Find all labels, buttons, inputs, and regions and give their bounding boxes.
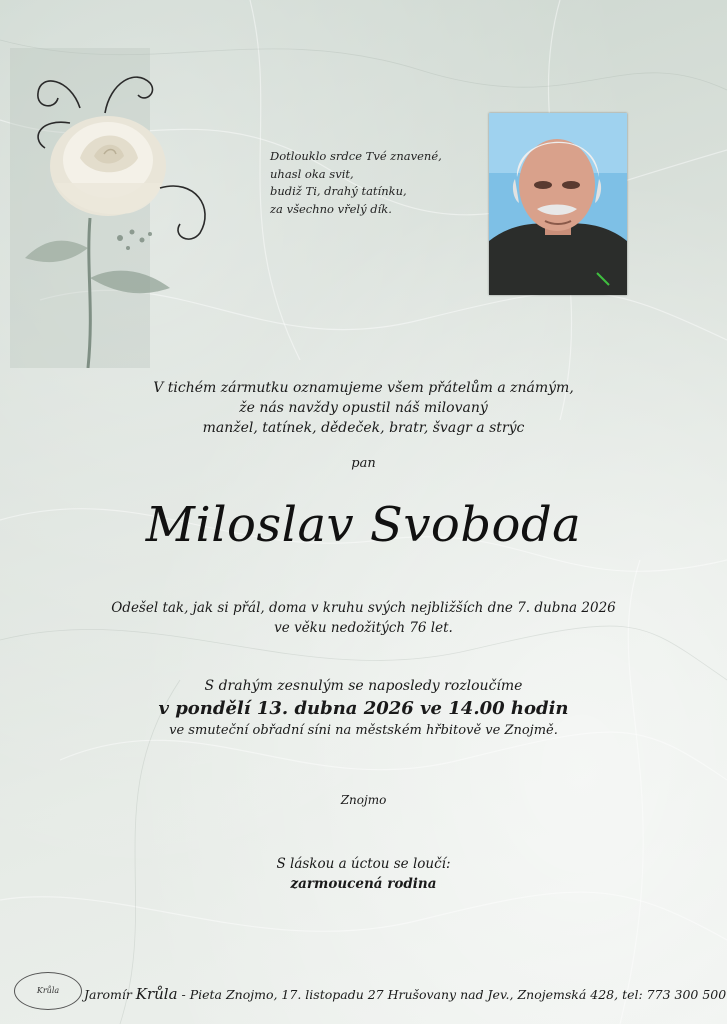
- verse-line: budiž Ti, drahý tatínku,: [270, 184, 407, 198]
- farewell-intro: S drahým zesnulým se naposledy rozloučíme: [204, 678, 523, 694]
- funeral-service-info: [84, 985, 726, 1003]
- funeral-service-footer: [14, 972, 727, 1012]
- brand-name: Krůla: [135, 985, 178, 1003]
- intro-line: V tichém zármutku oznamujeme všem přátelům a známým,: [153, 380, 574, 396]
- deceased-name: Miloslav Svoboda: [145, 497, 582, 553]
- goodbye-line: S láskou a úctou se loučí:: [276, 856, 451, 872]
- departure-info: [0, 598, 727, 638]
- verse-line: za všechno vřelý dík.: [270, 201, 392, 216]
- verse-line: uhasl oka svit,: [270, 166, 354, 181]
- brand-first-name: Jaromír: [84, 987, 136, 1002]
- family-signature: zarmoucená rodina: [290, 876, 437, 892]
- footer-address: - Pieta Znojmo, 17. listopadu 27 Hrušovany nad Jev., Znojemská 428, tel: 773 300 500: [177, 987, 727, 1002]
- memorial-verse: [270, 148, 470, 218]
- intro-line: manžel, tatínek, dědeček, bratr, švagr a strýc: [202, 420, 525, 436]
- rose-icon: [10, 48, 230, 368]
- city-name: Znojmo: [340, 793, 387, 807]
- funeral-service-logo: [14, 972, 82, 1010]
- funeral-datetime: v pondělí 13. dubna 2026 ve 14.00 hodin: [158, 698, 569, 719]
- portrait-photo-icon: [489, 113, 627, 295]
- departure-line: ve věku nedožitých 76 let.: [274, 620, 453, 636]
- verse-line: Dotlouklo srdce Tvé znavené,: [270, 149, 442, 163]
- funeral-place: ve smuteční obřadní síni na městském hřbitově ve Znojmě.: [169, 723, 558, 738]
- honorific: pan: [351, 456, 376, 471]
- departure-line: Odešel tak, jak si přál, doma v kruhu svých nejbližších dne 7. dubna 2026: [111, 600, 616, 616]
- intro-line: že nás navždy opustil náš milovaný: [239, 400, 488, 416]
- logo-text: Krůla: [36, 986, 60, 995]
- announcement-intro: [0, 378, 727, 438]
- portrait-photo: [489, 113, 627, 295]
